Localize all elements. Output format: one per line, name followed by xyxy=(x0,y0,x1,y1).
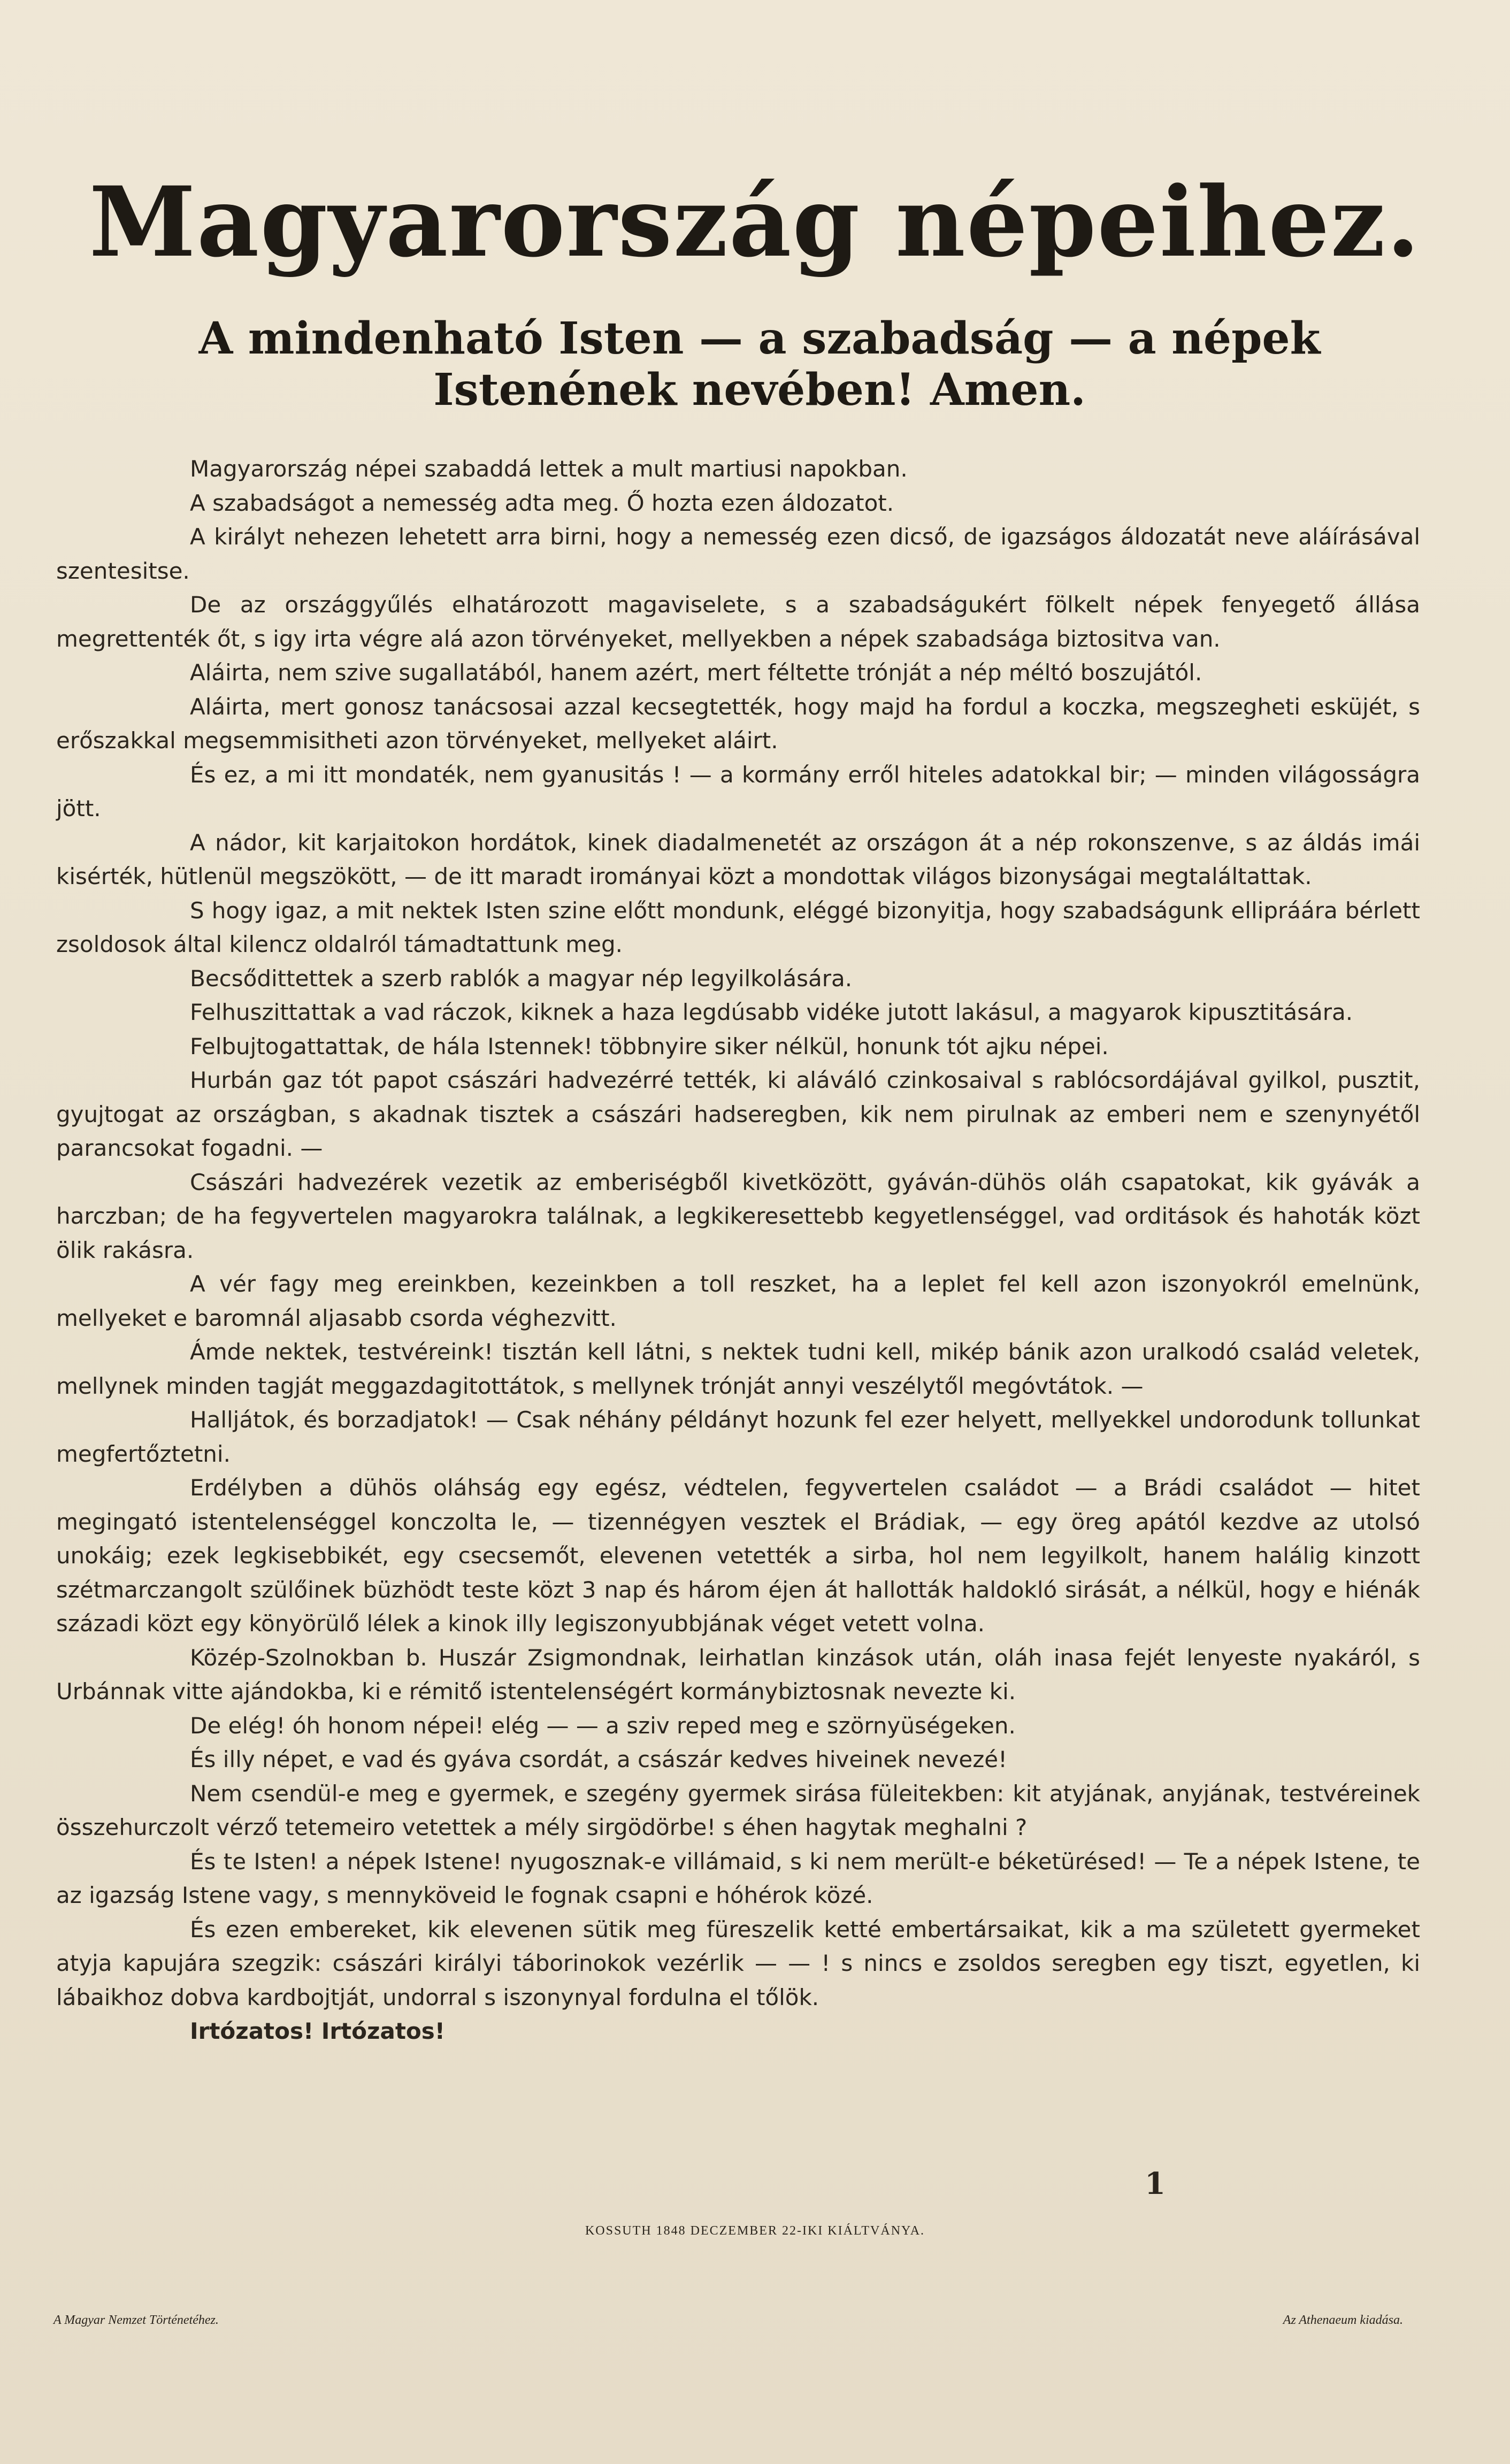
paragraph: Irtózatos! Irtózatos! xyxy=(190,2018,445,2044)
proclamation-subtitle: A mindenható Isten — a szabadság — a népek Istenének nevében! Amen. xyxy=(198,313,1321,416)
paragraph: A szabadságot a nemesség adta meg. Ő hozta ezen áldozatot. xyxy=(190,489,894,516)
paragraph: És ezen embereket, kik elevenen sütik meg füreszelik ketté embertársaikat, kik a ma született gyermeket atyja kapujára szegzik: császári királyi táborinokok vezérlik — — ! s nincs e zsoldos seregben egy tiszt, egyetlen, ki lábaikhoz dobva kardbojtját, undorral s iszonynyal fordulna el tőlök. xyxy=(56,1916,1420,2010)
footer-left: A Magyar Nemzet Történetéhez. xyxy=(53,2313,219,2327)
paragraph: De elég! óh honom népei! elég — — a sziv reped meg e szörnyüségeken. xyxy=(190,1712,1016,1739)
document-caption: KOSSUTH 1848 DECZEMBER 22-IKI KIÁLTVÁNYA. xyxy=(585,2224,925,2238)
paragraph: Aláirta, nem szive sugallatából, hanem azért, mert féltette trónját a nép méltó boszujától. xyxy=(190,659,1202,686)
paragraph: Felhuszittattak a vad ráczok, kiknek a haza legdúsabb vidéke jutott lakásul, a magyarok kipusztitására. xyxy=(190,999,1353,1025)
paragraph: Nem csendül-e meg e gyermek, e szegény gyermek sirása füleitekben: kit atyjának, anyjának, testvéreinek összehurczolt vérző tetemeiro vetettek a mély sirgödörbe! s éhen hagytak meghalni ? xyxy=(56,1780,1420,1840)
paragraph: A királyt nehezen lehetett arra birni, hogy a nemesség ezen dicső, de igazságos áldozatát neve aláírásával szentesitse. xyxy=(56,524,1420,584)
paragraph: A vér fagy meg ereinkben, kezeinkben a toll reszket, ha a leplet fel kell azon iszonyokról emelnünk, mellyeket e baromnál aljasabb csorda véghezvitt. xyxy=(56,1271,1420,1331)
proclamation-body xyxy=(56,452,1420,2048)
paragraph: Ámde nektek, testvéreink! tisztán kell látni, s nektek tudni kell, mikép bánik azon uralkodó család veletek, mellynek minden tagját meggazdagitottátok, s mellynek trónját annyi veszélytől megóvtátok. — xyxy=(56,1339,1420,1399)
paragraph: És te Isten! a népek Istene! nyugosznak-e villámaid, s ki nem merült-e béketürésed! — Te a népek Istene, te az igazság Istene vagy, s mennyköveid le fognak csapni e hóhérok közé. xyxy=(56,1848,1420,1908)
paragraph: A nádor, kit karjaitokon hordátok, kinek diadalmenetét az országon át a nép rokonszenve, s az áldás imái kisérték, hütlenül megszökött, — de itt maradt irományai közt a mondottak világos bizonyságai megtaláltattak. xyxy=(56,829,1420,889)
proclamation-title: Magyarország népeihez. xyxy=(89,166,1421,279)
paragraph: Felbujtogattattak, de hála Istennek! többnyire siker nélkül, honunk tót ajku népei. xyxy=(190,1033,1109,1060)
paragraph: Közép-Szolnokban b. Huszár Zsigmondnak, leirhatlan kinzások után, oláh inasa fejét lenyeste nyakáról, s Urbánnak vitte ajándokba, ki e rémitő istentelenségért kormánybiztosnak nevezte ki. xyxy=(56,1644,1420,1705)
paragraph: És ez, a mi itt mondaték, nem gyanusitás ! — a kormány erről hiteles adatokkal bir; — minden világosságra jött. xyxy=(56,761,1420,822)
paragraph: Magyarország népei szabaddá lettek a mult martiusi napokban. xyxy=(190,456,908,482)
paragraph: S hogy igaz, a mit nektek Isten szine előtt mondunk, eléggé bizonyitja, hogy szabadságunk ellipráára bérlett zsoldosok által kilencz oldalról támadtattunk meg. xyxy=(56,897,1420,957)
footer-right: Az Athenaeum kiadása. xyxy=(1283,2313,1403,2327)
paragraph: És illy népet, e vad és gyáva csordát, a császár kedves hiveinek nevezé! xyxy=(190,1746,1007,1772)
page-number: 1 xyxy=(1145,2166,1166,2201)
paragraph: De az országgyűlés elhatározott magaviselete, s a szabadságukért fölkelt népek fenyegető állása megrettenték őt, s igy irta végre alá azon törvényeket, mellyekben a népek szabadsága biztositva van. xyxy=(56,592,1420,652)
paragraph: Becsődittettek a szerb rablók a magyar nép legyilkolására. xyxy=(190,965,853,992)
paragraph: Erdélyben a dühös oláhság egy egész, védtelen, fegyvertelen családot — a Brádi családot — hitet megingató istentelenséggel konczolta le, — tizennégyen vesztek el Brádiak, — egy öreg apától kezdve az utolsó unokáig; ezek legkisebbikét, egy csecsemőt, elevenen vetették a sirba, hol nem legyilkolt, hanem halálig kinzott szétmarczangolt szülőinek büzhödt teste közt 3 nap és három éjen át hallották haldokló sirását, a nélkül, hogy e hiénák századi közt egy könyörülő lélek a kinok illy legiszonyubbjának véget vetett volna. xyxy=(56,1475,1420,1637)
paragraph: Császári hadvezérek vezetik az emberiségből kivetközött, gyáván-dühös oláh csapatokat, kik gyávák a harczban; de ha fegyvertelen magyarokra találnak, a legkikeresettebb kegyetlenséggel, vad orditások és hahoták közt ölik rakásra. xyxy=(56,1169,1420,1263)
paragraph: Halljátok, és borzadjatok! — Csak néhány példányt hozunk fel ezer helyett, mellyekkel undorodunk tollunkat megfertőztetni. xyxy=(56,1407,1420,1467)
paragraph: Aláirta, mert gonosz tanácsosai azzal kecsegtették, hogy majd ha fordul a koczka, megszegheti esküjét, s erőszakkal megsemmisitheti azon törvényeket, mellyeket aláirt. xyxy=(56,693,1420,754)
paragraph: Hurbán gaz tót papot császári hadvezérré tették, ki aláváló czinkosaival s rablócsordájával gyilkol, pusztit, gyujtogat az országban, s akadnak tisztek a császári hadseregben, kik nem pirulnak az emberi nem e szenynyétől parancsokat fogadni. — xyxy=(56,1067,1420,1161)
